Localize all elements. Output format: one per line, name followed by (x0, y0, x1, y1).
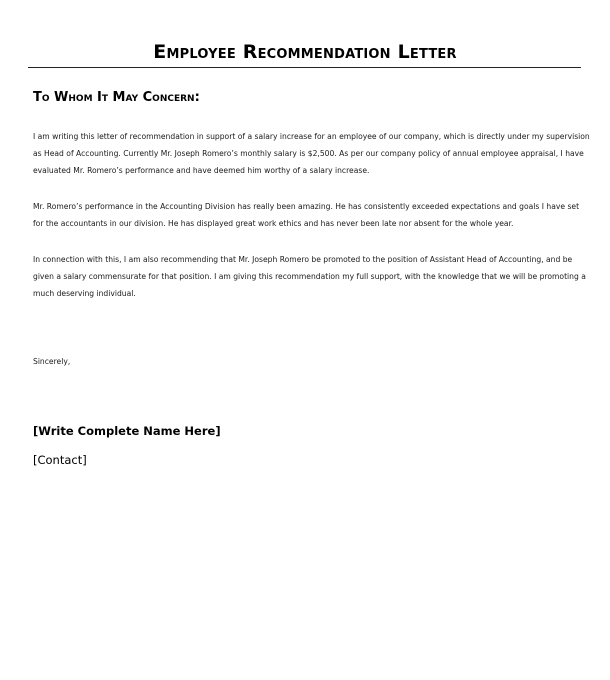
paragraph-line: much deserving individual. (33, 289, 136, 298)
paragraph-line: as Head of Accounting. Currently Mr. Joseph Romero’s monthly salary is $2,500. As per our company policy of annual employee appraisal, I have (33, 149, 584, 158)
signer-name-placeholder: [Write Complete Name Here] (33, 424, 221, 438)
paragraph-2 (33, 198, 579, 232)
paragraph-line: for the accountants in our division. He has displayed great work ethics and has never been late nor absent for the whole year. (33, 219, 514, 228)
paragraph-line: I am writing this letter of recommendation in support of a salary increase for an employee of our company, which is directly under my supervision (33, 132, 590, 141)
paragraph-line: given a salary commensurate for that position. I am giving this recommendation my full support, with the knowledge that we will be promoting a (33, 272, 586, 281)
paragraph-1 (33, 128, 590, 179)
closing: Sincerely, (33, 357, 71, 366)
letter-title: Employee Recommendation Letter (153, 41, 457, 63)
contact-placeholder: [Contact] (33, 453, 87, 467)
paragraph-line: evaluated Mr. Romero’s performance and have deemed him worthy of a salary increase. (33, 166, 370, 175)
title-divider (28, 67, 581, 68)
paragraph-line: In connection with this, I am also recommending that Mr. Joseph Romero be promoted to the position of Assistant Head of Accounting, and be (33, 255, 573, 264)
salutation: To Whom It May Concern: (33, 90, 200, 105)
paragraph-line: Mr. Romero’s performance in the Accounting Division has really been amazing. He has consistently exceeded expectations and goals I have set (33, 202, 580, 211)
paragraph-3 (33, 251, 586, 302)
